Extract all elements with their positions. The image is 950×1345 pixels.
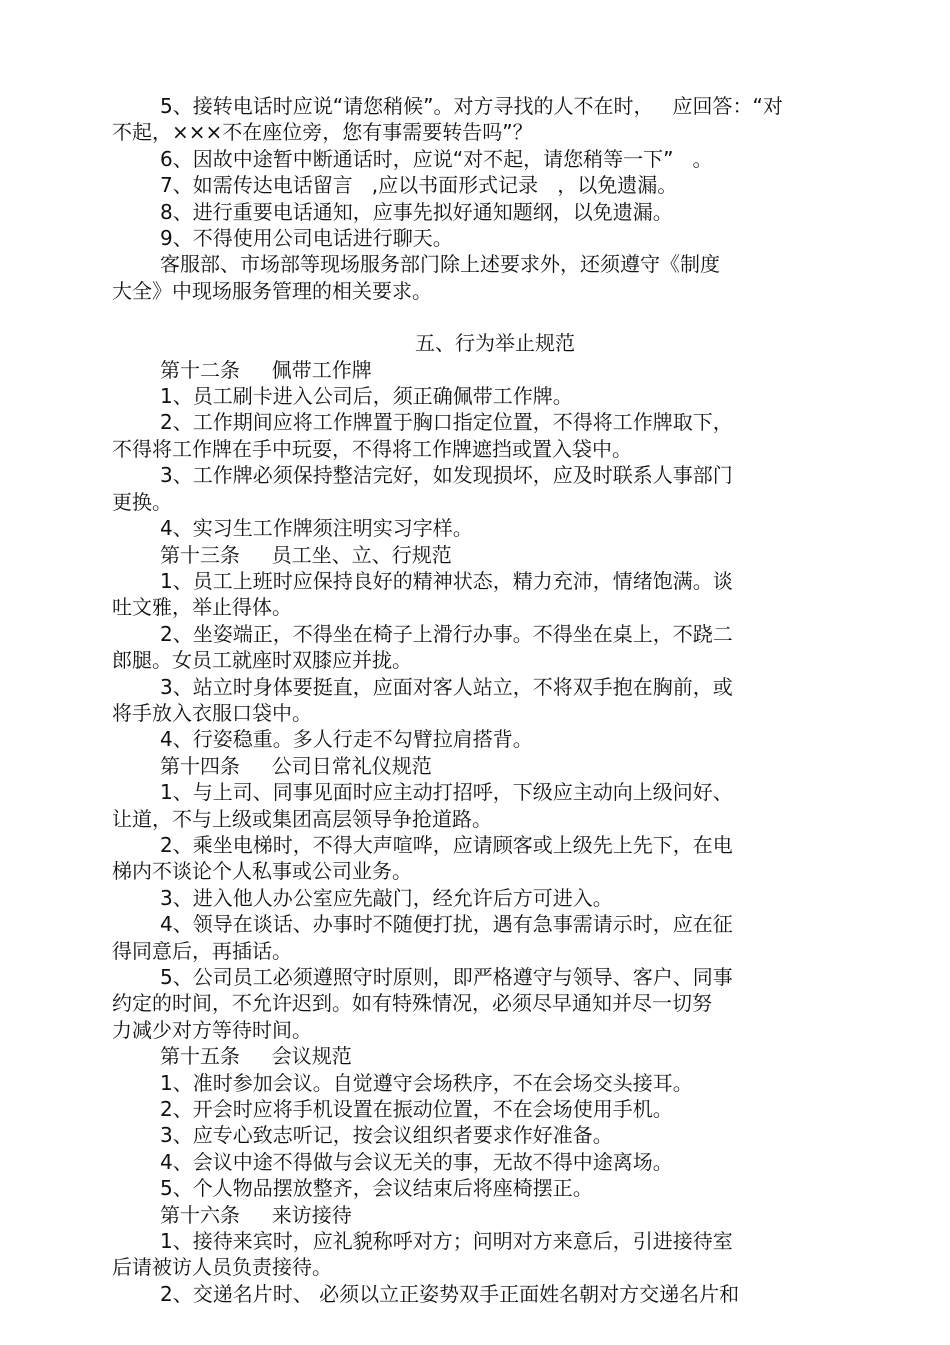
text-line: 将手放入衣服口袋中。	[112, 700, 312, 725]
text-line: 5、个人物品摆放整齐，会议结束后将座椅摆正。	[160, 1176, 593, 1201]
section-gap	[0, 304, 950, 330]
text-line: 2、坐姿端正，不得坐在椅子上滑行办事。不得坐在桌上，不跷二	[160, 621, 733, 646]
text-line: 3、应专心致志听记，按会议组织者要求作好准备。	[160, 1123, 613, 1148]
text-line: 4、领导在谈话、办事时不随便打扰，遇有急事需请示时，应在征	[160, 912, 733, 937]
text-line: 2、乘坐电梯时，不得大声喧哗，应请顾客或上级先上先下，在电	[160, 832, 733, 857]
text-line: 8、进行重要电话通知，应事先拟好通知题纲，以免遗漏。	[160, 199, 673, 224]
text-line: 2、交递名片时、 必须以立正姿势双手正面姓名朝对方交递名片和	[160, 1281, 740, 1306]
text-line: 力减少对方等待时间。	[112, 1017, 312, 1042]
text-line: 更换。	[112, 489, 172, 514]
text-line: 不得将工作牌在手中玩耍，不得将工作牌遮挡或置入袋中。	[112, 436, 632, 461]
text-line: 4、行姿稳重。多人行走不勾臂拉肩搭背。	[160, 727, 533, 752]
article-heading: 第十四条 公司日常礼仪规范	[160, 753, 432, 778]
article-heading: 第十五条 会议规范	[160, 1044, 352, 1069]
text-line: 3、进入他人办公室应先敲门，经允许后方可进入。	[160, 885, 613, 910]
text-line: 5、公司员工必须遵照守时原则，即严格遵守与领导、客户、同事	[160, 965, 733, 989]
text-line: 5、接转电话时应说“请您稍候”。对方寻找的人不在时， 应回答：“对	[160, 94, 783, 118]
text-line: 1、接待来宾时，应礼貌称呼对方；问明对方来意后，引进接待室	[160, 1229, 733, 1254]
section-heading: 五、行为举止规范	[415, 331, 575, 356]
text-line: 1、准时参加会议。自觉遵守会场秩序，不在会场交头接耳。	[160, 1070, 693, 1095]
text-line: 梯内不谈论个人私事或公司业务。	[112, 859, 412, 884]
text-line: 6、因故中途暂中断通话时，应说“对不起，请您稍等一下” 。	[160, 146, 713, 171]
text-line: 客服部、市场部等现场服务部门除上述要求外，还须遵守《制度	[160, 252, 720, 277]
text-line: 4、会议中途不得做与会议无关的事，无故不得中途离场。	[160, 1149, 673, 1174]
text-line: 3、工作牌必须保持整洁完好，如发现损坏，应及时联系人事部门	[160, 463, 733, 488]
article-heading: 第十三条 员工坐、立、行规范	[160, 542, 452, 567]
text-line: 2、开会时应将手机设置在振动位置，不在会场使用手机。	[160, 1097, 673, 1122]
text-line: 7、如需传达电话留言 ,应以书面形式记录 ，以免遗漏。	[160, 173, 678, 198]
article-heading: 第十六条 来访接待	[160, 1202, 352, 1227]
text-line: 郎腿。女员工就座时双膝应并拢。	[112, 648, 412, 673]
text-line: 9、不得使用公司电话进行聊天。	[160, 226, 453, 251]
text-line: 后请被访人员负责接待。	[112, 1255, 332, 1280]
text-line: 1、员工刷卡进入公司后，须正确佩带工作牌。	[160, 384, 573, 409]
text-line: 不起，×××不在座位旁，您有事需要转告吗”？	[112, 120, 533, 145]
text-line: 3、站立时身体要挺直，应面对客人站立，不将双手抱在胸前，或	[160, 674, 733, 699]
text-line: 1、与上司、同事见面时应主动打招呼，下级应主动向上级问好、	[160, 780, 733, 805]
text-line: 让道，不与上级或集团高层领导争抢道路。	[112, 806, 492, 831]
text-line: 得同意后，再插话。	[112, 938, 292, 963]
text-line: 大全》中现场服务管理的相关要求。	[112, 278, 432, 303]
text-line: 1、员工上班时应保持良好的精神状态，精力充沛，情绪饱满。谈	[160, 568, 733, 593]
text-line: 4、实习生工作牌须注明实习字样。	[160, 516, 473, 541]
text-line: 约定的时间，不允许迟到。如有特殊情况，必须尽早通知并尽一切努	[112, 991, 712, 1016]
text-line: 2、工作期间应将工作牌置于胸口指定位置，不得将工作牌取下，	[160, 410, 733, 435]
text-line: 吐文雅，举止得体。	[112, 595, 292, 620]
article-heading: 第十二条 佩带工作牌	[160, 357, 372, 382]
